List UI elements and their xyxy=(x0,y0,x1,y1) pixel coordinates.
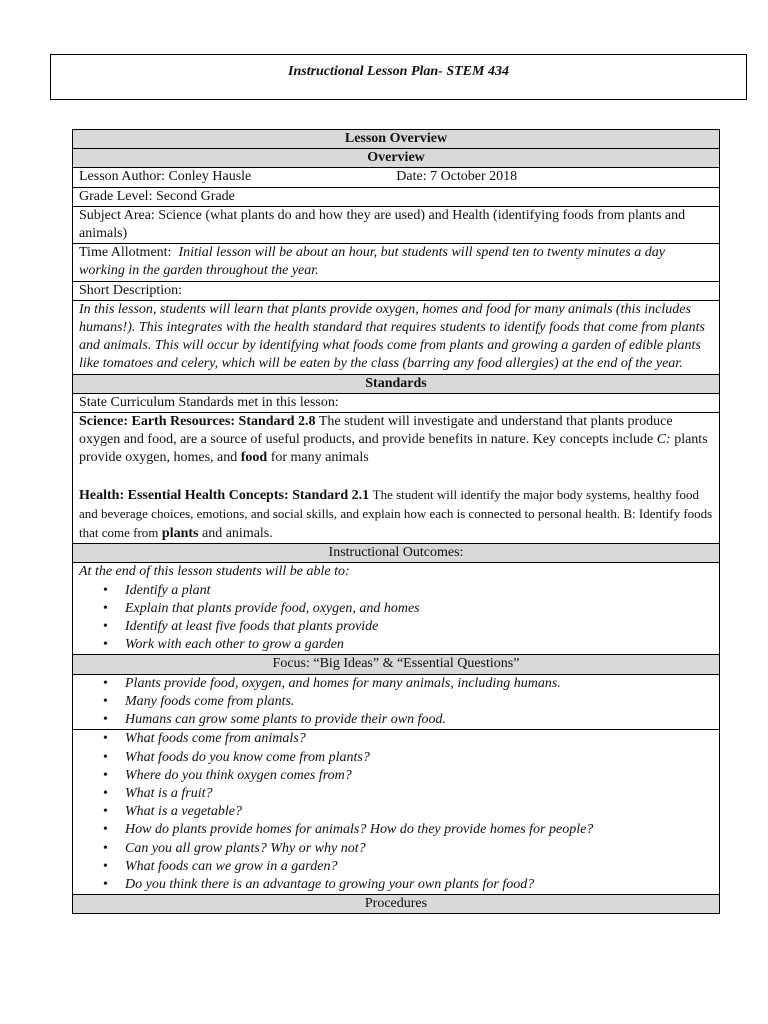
procedures-heading: Procedures xyxy=(73,894,719,913)
list-item: • Explain that plants provide food, oxygen, and homes xyxy=(125,600,713,618)
big-ideas-section xyxy=(73,674,719,730)
outcomes-heading: Instructional Outcomes: xyxy=(73,543,719,562)
standards-intro: State Curriculum Standards met in this lesson: xyxy=(73,393,719,412)
health-standard-text-after: and animals. xyxy=(202,526,273,542)
list-item: • Do you think there is an advantage to growing your own plants for food? xyxy=(125,876,713,894)
science-standard-emphasis: food xyxy=(240,450,268,466)
lesson-date: Date: 7 October 2018 xyxy=(396,169,518,185)
list-item: • Many foods come from plants. xyxy=(125,693,713,711)
time-allotment xyxy=(73,243,719,280)
science-standard-text: The student will investigate and understand that plants produce oxygen and food, are a source of useful products, and provide benefits in nature. Key concepts include xyxy=(79,414,673,448)
list-item: • What foods can we grow in a garden? xyxy=(125,858,713,876)
outcomes-list xyxy=(79,582,713,655)
lesson-overview-heading: Lesson Overview xyxy=(73,130,719,148)
science-standard-text-after: for many animals xyxy=(270,450,369,466)
standards-detail xyxy=(73,412,719,543)
short-description-label: Short Description: xyxy=(73,281,719,300)
list-item: • How do plants provide homes for animals? How do they provide homes for people? xyxy=(125,821,713,839)
essential-questions-section xyxy=(73,729,719,894)
health-standard xyxy=(79,486,713,544)
list-item: • Humans can grow some plants to provide their own food. xyxy=(125,711,713,729)
list-item: • What foods come from animals? xyxy=(125,730,713,748)
lesson-plan-table xyxy=(72,129,720,914)
list-item: • What foods do you know come from plants? xyxy=(125,749,713,767)
list-item: • Can you all grow plants? Why or why not? xyxy=(125,840,713,858)
document-title: Instructional Lesson Plan- STEM 434 xyxy=(50,54,747,100)
outcomes-section xyxy=(73,562,719,654)
list-item: • What is a fruit? xyxy=(125,785,713,803)
overview-heading: Overview xyxy=(73,148,719,167)
health-standard-text: The student will identify the major body systems, healthy food and beverage choices, emotions, and social skills, and explain how each is connected to personal health. B: Identify foods that come from xyxy=(79,486,713,541)
essential-questions-list xyxy=(79,730,713,894)
list-item: • Identify at least five foods that plants provide xyxy=(125,618,713,636)
standards-heading: Standards xyxy=(73,374,719,393)
science-standard-letter: C: xyxy=(656,432,671,448)
lesson-author: Lesson Author: Conley Hausle xyxy=(79,169,252,185)
time-allotment-text: Initial lesson will be about an hour, but students will spend ten to twenty minutes a day working in the garden throughout the year. xyxy=(79,245,665,279)
grade-level: Grade Level: Second Grade xyxy=(73,187,719,206)
list-item: • Plants provide food, oxygen, and homes for many animals, including humans. xyxy=(125,675,713,693)
subject-area: Subject Area: Science (what plants do and how they are used) and Health (identifying foods from plants and animals) xyxy=(73,206,719,243)
health-standard-emphasis: plants xyxy=(161,526,199,542)
science-standard-heading: Science: Earth Resources: Standard 2.8 xyxy=(79,414,316,430)
science-standard-text-middle: plants provide oxygen, homes, and xyxy=(79,432,708,466)
short-description: In this lesson, students will learn that plants provide oxygen, homes and food for many animals (this includes humans!). This integrates with the health standard that requires students to identify foods that come from plants and animals. This will occur by identifying what foods come from plants and growing a garden of edible plants like tomatoes and celery, which will be eaten by the class (barring any food allergies) at the end of the year. xyxy=(73,300,719,374)
time-allotment-label: Time Allotment: xyxy=(79,245,172,261)
outcomes-intro: At the end of this lesson students will be able to: xyxy=(79,564,350,580)
author-date-row xyxy=(73,167,719,186)
list-item: • Where do you think oxygen comes from? xyxy=(125,767,713,785)
health-standard-heading: Health: Essential Health Concepts: Standard 2.1 xyxy=(79,487,370,503)
focus-heading: Focus: “Big Ideas” & “Essential Questions” xyxy=(73,654,719,673)
list-item: • What is a vegetable? xyxy=(125,803,713,821)
list-item: • Work with each other to grow a garden xyxy=(125,636,713,654)
science-standard xyxy=(79,413,713,468)
list-item: • Identify a plant xyxy=(125,582,713,600)
big-ideas-list xyxy=(79,675,713,730)
